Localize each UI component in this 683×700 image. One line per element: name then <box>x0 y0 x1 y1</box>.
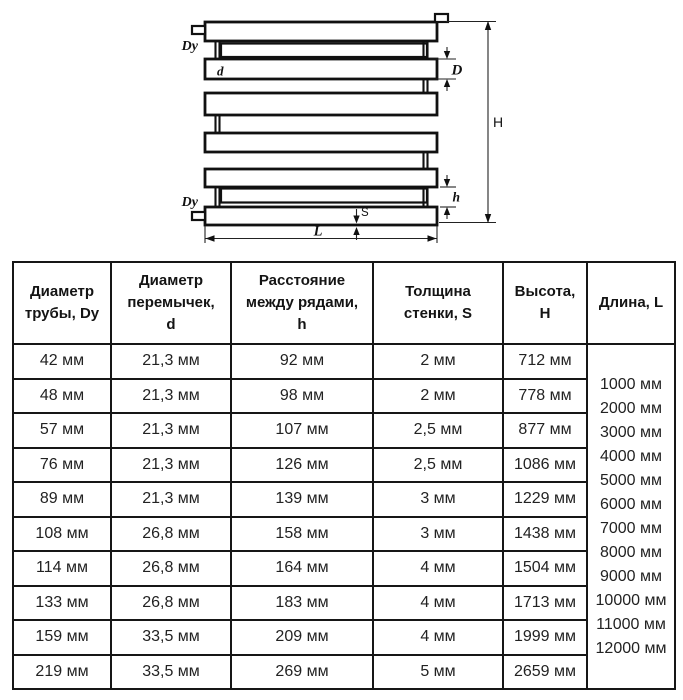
table-cell: 48 мм <box>13 379 111 414</box>
table-row <box>13 551 675 586</box>
table-cell: 57 мм <box>13 413 111 448</box>
table-cell: 269 мм <box>231 655 373 690</box>
table-cell: 712 мм <box>503 344 587 379</box>
pipe-row <box>205 207 437 225</box>
header-row <box>13 262 675 344</box>
pipe-row <box>221 189 427 203</box>
table-cell: 2 мм <box>373 379 503 414</box>
label-dy-bottom: Dy <box>181 195 198 210</box>
table-cell: 92 мм <box>231 344 373 379</box>
table-cell: 5 мм <box>373 655 503 690</box>
table-cell: 209 мм <box>231 620 373 655</box>
table-cell: 89 мм <box>13 482 111 517</box>
length-value: 2000 мм <box>599 399 663 417</box>
length-value: 4000 мм <box>599 447 663 465</box>
table-cell: 164 мм <box>231 551 373 586</box>
table-cell: 21,3 мм <box>111 413 231 448</box>
table-cell: 139 мм <box>231 482 373 517</box>
pipe-row <box>205 133 437 152</box>
table-cell: 778 мм <box>503 379 587 414</box>
table-cell: 2,5 мм <box>373 448 503 483</box>
table-row <box>13 586 675 621</box>
table-cell: 183 мм <box>231 586 373 621</box>
length-value: 12000 мм <box>595 639 667 657</box>
table-cell: 1086 мм <box>503 448 587 483</box>
length-value: 8000 мм <box>599 543 663 561</box>
label-D: D <box>451 62 463 79</box>
column-header-row-spacing: Расстояние между рядами, h <box>231 262 373 344</box>
table-row <box>13 482 675 517</box>
table-cell: 21,3 мм <box>111 482 231 517</box>
table-cell: 159 мм <box>13 620 111 655</box>
table-cell: 2,5 мм <box>373 413 503 448</box>
table-cell: 26,8 мм <box>111 586 231 621</box>
table-cell: 114 мм <box>13 551 111 586</box>
table-row <box>13 448 675 483</box>
table-cell: 33,5 мм <box>111 655 231 690</box>
spec-table <box>12 261 676 690</box>
table-cell: 2 мм <box>373 344 503 379</box>
length-cell <box>587 344 675 689</box>
length-value: 11000 мм <box>596 615 666 633</box>
table-cell: 4 мм <box>373 586 503 621</box>
stub-pipe-top-left <box>192 26 205 34</box>
table-cell: 108 мм <box>13 517 111 552</box>
label-d: d <box>217 63 224 79</box>
pipe-row <box>205 93 437 115</box>
table-cell: 4 мм <box>373 620 503 655</box>
table-row <box>13 517 675 552</box>
table-cell: 1713 мм <box>503 586 587 621</box>
label-S: S <box>361 207 369 219</box>
table-cell: 1999 мм <box>503 620 587 655</box>
spec-table-header <box>13 262 675 344</box>
table-row <box>13 413 675 448</box>
column-header-length: Длина, L <box>587 262 675 344</box>
length-value: 3000 мм <box>599 423 663 441</box>
stub-pipe-bottom-left <box>192 212 205 220</box>
pipe-row <box>205 59 437 79</box>
column-header-pipe-diameter: Диаметр трубы, Dy <box>13 262 111 344</box>
table-cell: 126 мм <box>231 448 373 483</box>
table-row <box>13 655 675 690</box>
table-cell: 4 мм <box>373 551 503 586</box>
table-cell: 26,8 мм <box>111 551 231 586</box>
table-cell: 1229 мм <box>503 482 587 517</box>
table-cell: 2659 мм <box>503 655 587 690</box>
spec-table-body <box>13 344 675 689</box>
table-cell: 26,8 мм <box>111 517 231 552</box>
label-L: L <box>313 223 323 240</box>
pipe-row <box>221 44 427 58</box>
table-row <box>13 379 675 414</box>
table-cell: 1504 мм <box>503 551 587 586</box>
table-cell: 33,5 мм <box>111 620 231 655</box>
table-cell: 877 мм <box>503 413 587 448</box>
table-cell: 158 мм <box>231 517 373 552</box>
table-row <box>13 344 675 379</box>
table-cell: 1438 мм <box>503 517 587 552</box>
label-h: h <box>452 189 461 205</box>
column-header-jumper-diameter: Диаметр перемычек, d <box>111 262 231 344</box>
table-cell: 42 мм <box>13 344 111 379</box>
table-cell: 219 мм <box>13 655 111 690</box>
register-diagram <box>0 0 683 258</box>
pipe-row <box>205 169 437 187</box>
table-cell: 98 мм <box>231 379 373 414</box>
pipe-row <box>205 22 437 41</box>
table-cell: 76 мм <box>13 448 111 483</box>
length-value: 1000 мм <box>599 375 663 393</box>
table-cell: 21,3 мм <box>111 448 231 483</box>
table-row <box>13 620 675 655</box>
table-cell: 21,3 мм <box>111 344 231 379</box>
stub-pipe-top-right <box>435 14 448 22</box>
column-header-wall-thickness: Толщина стенки, S <box>373 262 503 344</box>
length-value: 6000 мм <box>599 495 663 513</box>
table-cell: 3 мм <box>373 517 503 552</box>
column-header-height: Высота, H <box>503 262 587 344</box>
label-dy-top: Dy <box>181 39 198 54</box>
table-cell: 3 мм <box>373 482 503 517</box>
length-value: 10000 мм <box>595 591 667 609</box>
length-value: 9000 мм <box>599 567 663 585</box>
length-value: 5000 мм <box>599 471 663 489</box>
label-H: H <box>493 114 504 130</box>
length-value: 7000 мм <box>599 519 663 537</box>
table-cell: 133 мм <box>13 586 111 621</box>
table-cell: 21,3 мм <box>111 379 231 414</box>
table-cell: 107 мм <box>231 413 373 448</box>
